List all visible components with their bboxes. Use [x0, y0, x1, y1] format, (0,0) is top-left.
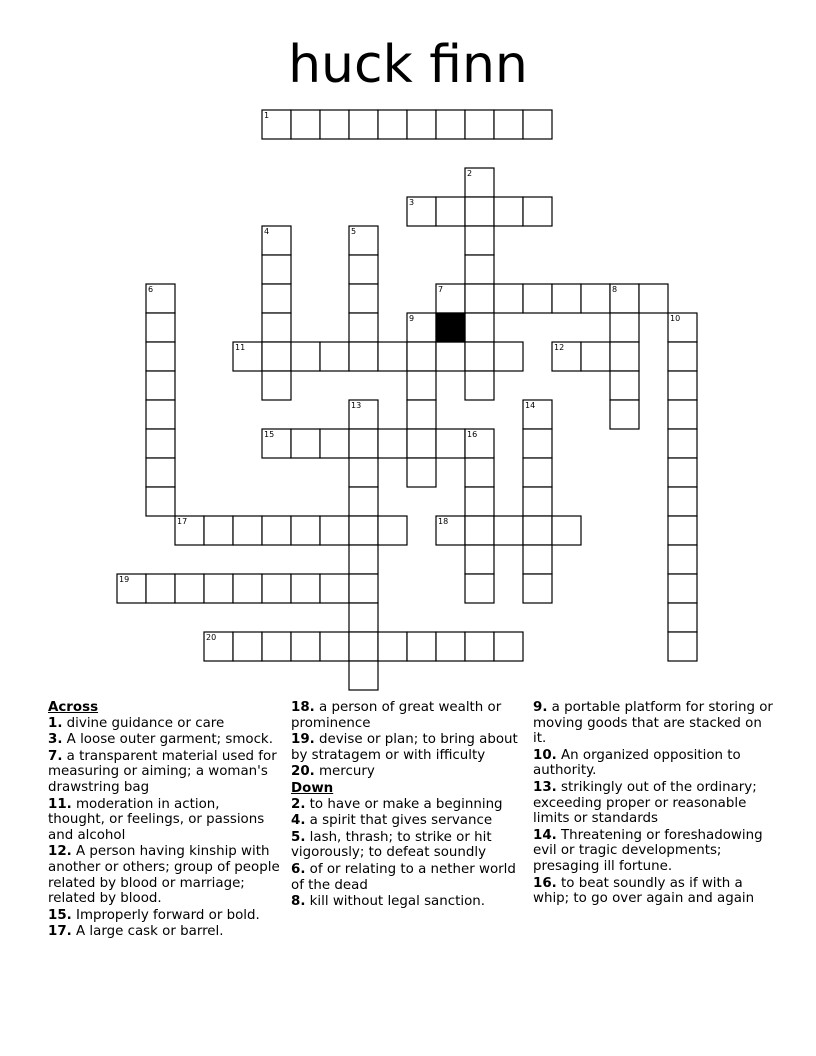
puzzle-title: huck finn: [288, 35, 528, 95]
grid-cell[interactable]: [465, 255, 494, 284]
grid-cell[interactable]: [523, 429, 552, 458]
grid-cell[interactable]: [523, 110, 552, 139]
clue-across-7: 7. a transparent material used for measuring or aiming; a woman's drawstring bag: [48, 748, 277, 795]
grid-cell[interactable]: [349, 255, 378, 284]
grid-cell[interactable]: [349, 545, 378, 574]
grid-cell[interactable]: [465, 197, 494, 226]
grid-cell[interactable]: [349, 574, 378, 603]
grid-cell[interactable]: [320, 574, 349, 603]
grid-cell[interactable]: [523, 574, 552, 603]
grid-cell[interactable]: [291, 342, 320, 371]
grid-cell[interactable]: [320, 516, 349, 545]
grid-cell[interactable]: [262, 284, 291, 313]
clue-number-15: 15: [264, 430, 275, 439]
grid-cell[interactable]: [436, 110, 465, 139]
clue-number-8: 8: [612, 285, 618, 294]
grid-cell[interactable]: [262, 574, 291, 603]
grid-cell[interactable]: [349, 632, 378, 661]
grid-cell[interactable]: [146, 429, 175, 458]
clue-number-10: 10: [670, 314, 681, 323]
grid-cell[interactable]: [610, 400, 639, 429]
grid-cell[interactable]: [407, 400, 436, 429]
grid-cell[interactable]: [262, 255, 291, 284]
grid-cell[interactable]: [378, 342, 407, 371]
down-header: Down: [291, 780, 334, 796]
clue-down-10: 10. An organized opposition to authority.: [533, 747, 741, 779]
clue-down-16: 16. to beat soundly as if with a whip; to go over again and again: [533, 875, 755, 907]
clues-column-3: [533, 700, 773, 908]
grid-cell[interactable]: [465, 545, 494, 574]
grid-cell[interactable]: [465, 487, 494, 516]
grid-cell[interactable]: [523, 458, 552, 487]
grid-cell[interactable]: [262, 516, 291, 545]
grid-cell[interactable]: [146, 313, 175, 342]
grid-cell[interactable]: [523, 284, 552, 313]
clue-number-19: 19: [119, 575, 130, 584]
grid-cell[interactable]: [233, 574, 262, 603]
grid-cell[interactable]: [581, 284, 610, 313]
grid-cell[interactable]: [291, 516, 320, 545]
clue-number-4: 4: [264, 227, 270, 236]
clue-number-17: 17: [177, 517, 188, 526]
grid-cell[interactable]: [146, 342, 175, 371]
grid-cell[interactable]: [436, 632, 465, 661]
grid-cell[interactable]: [668, 371, 697, 400]
clue-number-13: 13: [351, 401, 362, 410]
clues-column-2: [291, 700, 523, 911]
clue-down-14: 14. Threatening or foreshadowing evil or tragic developments; presaging ill fortune.: [533, 827, 763, 874]
grid-cell[interactable]: [523, 516, 552, 545]
grid-cell[interactable]: [494, 632, 523, 661]
grid-cell[interactable]: [146, 400, 175, 429]
grid-cell[interactable]: [668, 545, 697, 574]
grid-cell[interactable]: [349, 516, 378, 545]
grid-cell[interactable]: [349, 661, 378, 690]
grid-cell[interactable]: [233, 632, 262, 661]
grid-cell[interactable]: [494, 110, 523, 139]
grid-cell[interactable]: [407, 632, 436, 661]
clue-across-20: 20. mercury: [291, 764, 375, 780]
clue-across-18: 18. a person of great wealth or prominence: [291, 700, 502, 731]
clue-number-18: 18: [438, 517, 449, 526]
grid-cell[interactable]: [262, 313, 291, 342]
clue-number-5: 5: [351, 227, 357, 236]
grid-cell[interactable]: [146, 487, 175, 516]
clue-number-20: 20: [206, 633, 217, 642]
grid-cell[interactable]: [668, 516, 697, 545]
grid-cell[interactable]: [349, 458, 378, 487]
grid-cell[interactable]: [407, 110, 436, 139]
clue-number-16: 16: [467, 430, 478, 439]
clue-number-2: 2: [467, 169, 473, 178]
clue-number-6: 6: [148, 285, 154, 294]
grid-cell[interactable]: [465, 342, 494, 371]
grid-cell[interactable]: [465, 632, 494, 661]
grid-cell[interactable]: [262, 632, 291, 661]
grid-cell[interactable]: [407, 342, 436, 371]
clue-number-3: 3: [409, 198, 415, 207]
grid-cell[interactable]: [349, 342, 378, 371]
grid-cell[interactable]: [639, 284, 668, 313]
grid-cell[interactable]: [320, 342, 349, 371]
grid-cell[interactable]: [465, 226, 494, 255]
clue-down-8: 8. kill without legal sanction.: [291, 894, 486, 910]
grid-cell[interactable]: [436, 342, 465, 371]
grid-cell[interactable]: [378, 632, 407, 661]
grid-cell[interactable]: [668, 400, 697, 429]
clue-across-3: 3. A loose outer garment; smock.: [48, 732, 273, 748]
grid-cell[interactable]: [175, 574, 204, 603]
clue-number-12: 12: [554, 343, 565, 352]
grid-cell[interactable]: [465, 371, 494, 400]
grid-cell[interactable]: [146, 371, 175, 400]
clue-across-11: 11. moderation in action, thought, or feelings, or passions and alcohol: [48, 796, 265, 843]
grid-cell[interactable]: [349, 603, 378, 632]
grid-cell[interactable]: [610, 313, 639, 342]
grid-cell[interactable]: [668, 632, 697, 661]
clue-down-5: 5. lash, thrash; to strike or hit vigorously; to defeat soundly: [291, 829, 492, 861]
grid-cell[interactable]: [465, 458, 494, 487]
clue-across-1: 1. divine guidance or care: [48, 715, 225, 731]
grid-cell[interactable]: [552, 284, 581, 313]
grid-cell[interactable]: [349, 110, 378, 139]
grid-cell[interactable]: [494, 284, 523, 313]
grid-cell[interactable]: [668, 487, 697, 516]
grid-cell[interactable]: [494, 342, 523, 371]
grid-cell[interactable]: [581, 342, 610, 371]
grid-cell[interactable]: [291, 429, 320, 458]
grid-cell[interactable]: [320, 110, 349, 139]
grid-cell[interactable]: [465, 284, 494, 313]
clue-down-6: 6. of or relating to a nether world of the dead: [291, 861, 516, 893]
clues-column-1: [48, 700, 280, 941]
clue-down-9: 9. a portable platform for storing or moving goods that are stacked on it.: [533, 700, 773, 747]
grid-cell[interactable]: [233, 516, 262, 545]
grid-cell[interactable]: [320, 632, 349, 661]
grid-cell[interactable]: [465, 110, 494, 139]
grid-cell[interactable]: [552, 516, 581, 545]
grid-cell[interactable]: [668, 342, 697, 371]
grid-cell[interactable]: [407, 429, 436, 458]
clue-number-14: 14: [525, 401, 536, 410]
grid-cell[interactable]: [146, 458, 175, 487]
clue-down-13: 13. strikingly out of the ordinary; exceeding proper or reasonable limits or standards: [533, 779, 757, 827]
grid-cell[interactable]: [668, 458, 697, 487]
clue-across-15: 15. Improperly forward or bold.: [48, 907, 260, 923]
grid-cell[interactable]: [291, 574, 320, 603]
grid-cell[interactable]: [262, 342, 291, 371]
grid-cell[interactable]: [262, 371, 291, 400]
grid-cell[interactable]: [204, 574, 233, 603]
grid-cell[interactable]: [610, 342, 639, 371]
grid-cell[interactable]: [465, 574, 494, 603]
grid-cell[interactable]: [668, 603, 697, 632]
grid-cell[interactable]: [407, 371, 436, 400]
grid-cell[interactable]: [407, 458, 436, 487]
grid-cell[interactable]: [378, 110, 407, 139]
grid-cell[interactable]: [291, 110, 320, 139]
grid-cell[interactable]: [523, 487, 552, 516]
grid-cell[interactable]: [204, 516, 233, 545]
grid-cell[interactable]: [291, 632, 320, 661]
clue-down-4: 4. a spirit that gives servance: [291, 813, 493, 829]
grid-cell[interactable]: [378, 516, 407, 545]
clue-number-7: 7: [438, 285, 444, 294]
grid-cell[interactable]: [320, 429, 349, 458]
grid-cell[interactable]: [349, 429, 378, 458]
grid-block-cell: [436, 313, 465, 342]
clue-down-2: 2. to have or make a beginning: [291, 796, 503, 812]
grid-cell[interactable]: [349, 284, 378, 313]
grid-cell[interactable]: [146, 574, 175, 603]
grid-cell[interactable]: [378, 429, 407, 458]
grid-cell[interactable]: [494, 516, 523, 545]
grid-cell[interactable]: [465, 313, 494, 342]
grid-cell[interactable]: [436, 429, 465, 458]
clue-number-1: 1: [264, 111, 270, 120]
clue-across-19: 19. devise or plan; to bring about by stratagem or with ifficulty: [291, 732, 518, 763]
grid-cell[interactable]: [668, 574, 697, 603]
grid-cell[interactable]: [668, 429, 697, 458]
grid-cell[interactable]: [349, 487, 378, 516]
clue-across-12: 12. A person having kinship with another or others; group of people related by blood or marriage; related by blood.: [48, 844, 280, 907]
clue-across-17: 17. A large cask or barrel.: [48, 924, 224, 940]
grid-cell[interactable]: [494, 197, 523, 226]
grid-cell[interactable]: [349, 313, 378, 342]
grid-cell[interactable]: [523, 197, 552, 226]
grid-cell[interactable]: [436, 197, 465, 226]
grid-cell[interactable]: [610, 371, 639, 400]
grid-cell[interactable]: [465, 516, 494, 545]
clue-number-11: 11: [235, 343, 246, 352]
grid-cell[interactable]: [523, 545, 552, 574]
across-header: Across: [48, 700, 99, 715]
clue-number-9: 9: [409, 314, 415, 323]
